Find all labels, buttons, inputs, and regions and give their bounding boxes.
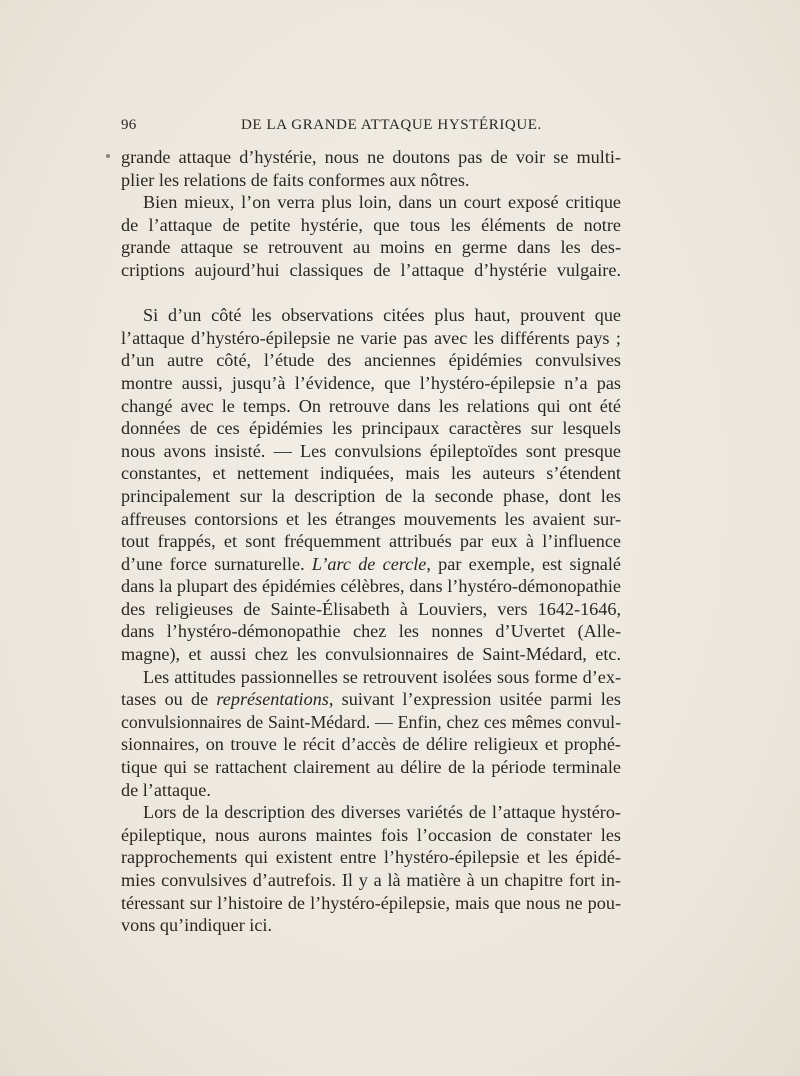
page-header — [121, 117, 621, 139]
text-line: affreuses contorsions et les étranges mouvements les avaient sur- — [121, 508, 621, 529]
text-line: données de ces épidémies les principaux caractères sur lesquels — [121, 418, 621, 439]
page-number: 96 — [121, 117, 137, 133]
running-title: DE LA GRANDE ATTAQUE HYSTÉRIQUE. — [241, 117, 542, 133]
text-line: plier les relations de faits conformes aux nôtres. — [121, 169, 470, 190]
text-line: criptions aujourd’hui classiques de l’attaque d’hystérie vulgaire. — [121, 259, 621, 280]
text-line: dans l’hystéro-démonopathie chez les nonnes d’Uvertet (Alle- — [121, 621, 621, 642]
margin-mark — [106, 154, 110, 158]
text-run: tases ou de — [121, 689, 209, 710]
text-line: dans la plupart des épidémies célèbres, dans l’hystéro-démonopathie — [121, 576, 621, 597]
text-line: Lors de la description des diverses variétés de l’attaque hystéro- — [143, 802, 621, 823]
text-line: mies convulsives d’autrefois. Il y a là matière à un chapitre fort in- — [121, 870, 621, 890]
text-run: d’une force surnaturelle. — [121, 553, 305, 574]
text-line: sionnaires, on trouve le récit d’accès de délire religieux et prophé- — [121, 734, 621, 755]
text-line: vons qu’indiquer ici. — [121, 915, 273, 936]
text-line: épileptique, nous aurons maintes fois l’occasion de constater les — [121, 824, 621, 845]
text-line: Bien mieux, l’on verra plus loin, dans un court exposé critique — [143, 192, 621, 213]
text-line: des religieuses de Sainte-Élisabeth à Louviers, vers 1642-1646, — [121, 598, 621, 619]
text-line: de l’attaque de petite hystérie, que tous les éléments de notre — [121, 214, 621, 235]
text-run: , par exemple, est signalé — [426, 553, 621, 574]
text-line: grande attaque se retrouvent au moins en germe dans les des- — [121, 237, 621, 258]
text-line: d’un autre côté, l’étude des anciennes épidémies convulsives — [121, 350, 621, 371]
text-run: , suivant l’expression usitée parmi les — [328, 689, 622, 710]
text-line: tique qui se rattachent clairement au délire de la période terminale — [121, 757, 621, 778]
paragraph-gap — [121, 282, 621, 305]
text-line: changé avec le temps. On retrouve dans les relations qui ont été — [121, 395, 621, 416]
text-line: nous avons insisté. — Les convulsions épileptoïdes sont presque — [121, 440, 621, 461]
text-line: constantes, et nettement indiquées, mais les auteurs s’étendent — [121, 463, 621, 484]
text-line: principalement sur la description de la seconde phase, dont les — [121, 485, 621, 506]
body-text — [121, 146, 621, 937]
text-line-mixed — [121, 688, 621, 711]
text-line-mixed — [121, 553, 621, 576]
text-line: de l’attaque. — [121, 779, 211, 800]
text-line: grande attaque d’hystérie, nous ne doutons pas de voir se multi- — [121, 147, 621, 167]
text-line: téressant sur l’histoire de l’hystéro-épilepsie, mais que nous ne pou- — [121, 892, 621, 913]
text-line: Les attitudes passionnelles se retrouvent isolées sous forme d’ex- — [143, 666, 621, 687]
text-line: rapprochements qui existent entre l’hystéro-épilepsie et les épidé- — [121, 847, 621, 868]
text-line: convulsionnaires de Saint-Médard. — Enfin, chez ces mêmes convul- — [121, 711, 621, 732]
text-line: l’attaque d’hystéro-épilepsie ne varie pas avec les différents pays ; — [121, 327, 621, 348]
text-line: magne), et aussi chez les convulsionnaires de Saint-Médard, etc. — [121, 644, 621, 665]
text-line: Si d’un côté les observations citées plus haut, prouvent que — [143, 305, 621, 326]
italic-term: L’arc de cercle — [311, 553, 427, 574]
italic-term: représentations — [216, 689, 329, 710]
text-line: montre aussi, jusqu’à l’évidence, que l’hystéro-épilepsie n’a pas — [121, 372, 621, 393]
text-line: tout frappés, et sont fréquemment attribués par eux à l’influence — [121, 531, 621, 552]
